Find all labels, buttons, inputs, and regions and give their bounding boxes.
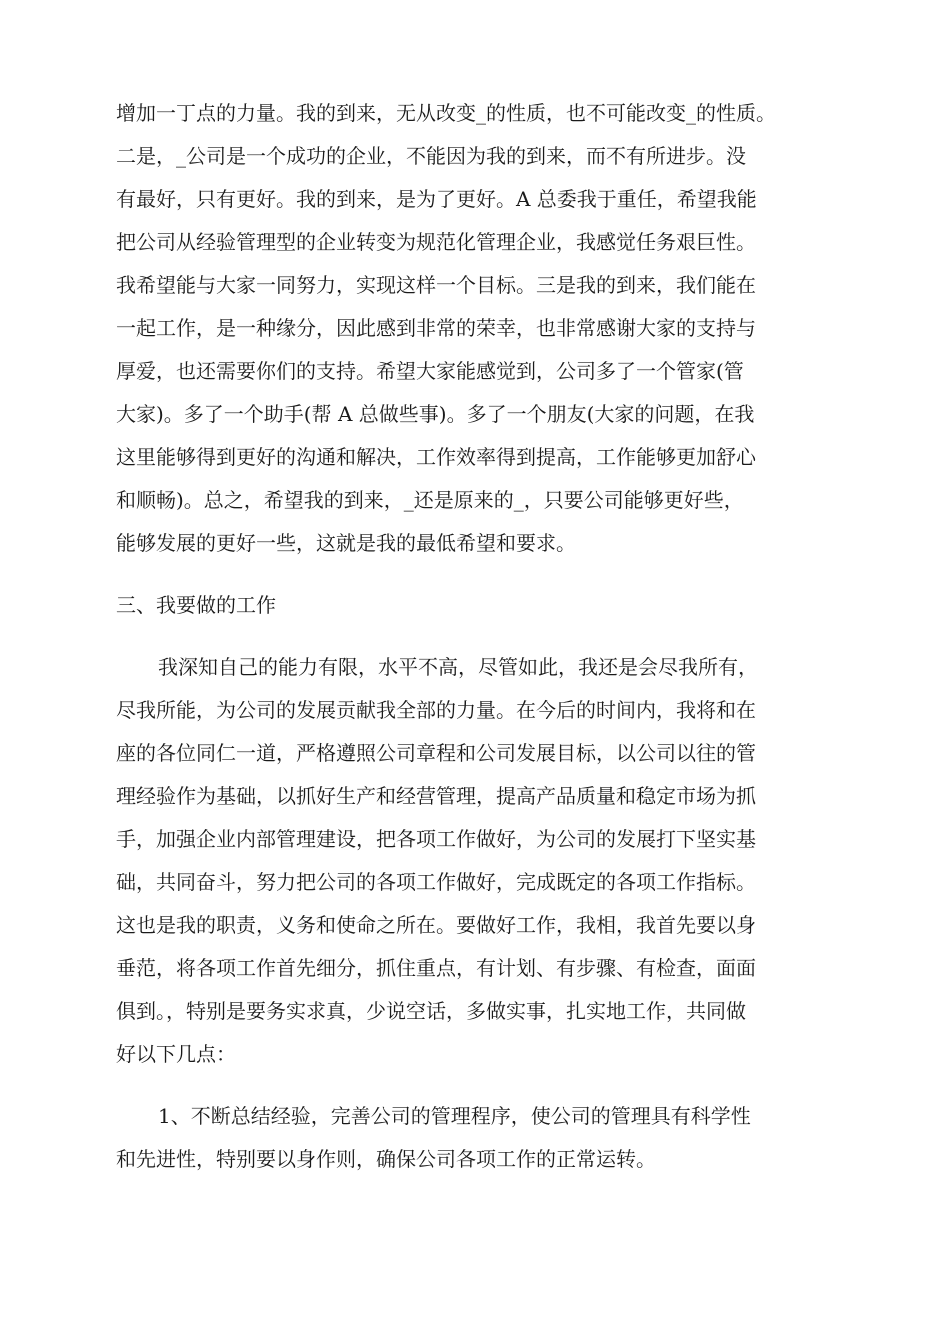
- text-line-16: 手，加强企业内部管理建设，把各项工作做好，为公司的发展打下坚实基: [116, 827, 756, 851]
- text-line-7: 厚爱，也还需要你们的支持。希望大家能感觉到，公司多了一个管家(管: [116, 359, 744, 383]
- text-line-5: 我希望能与大家一同努力，实现这样一个目标。三是我的到来，我们能在: [116, 273, 756, 297]
- text-line-20: 俱到。，特别是要务实求真，少说空话，多做实事，扎实地工作，共同做: [116, 999, 746, 1023]
- text-line-18: 这也是我的职责，义务和使命之所在。要做好工作，我相，我首先要以身: [116, 913, 756, 937]
- text-line-12: 我深知自己的能力有限，水平不高，尽管如此，我还是会尽我所有，: [158, 655, 758, 679]
- text-line-3: 有最好，只有更好。我的到来，是为了更好。A 总委我于重任，希望我能: [116, 187, 757, 211]
- text-line-6: 一起工作，是一种缘分，因此感到非常的荣幸，也非常感谢大家的支持与: [116, 316, 756, 340]
- text-line-19: 垂范，将各项工作首先细分，抓住重点，有计划、有步骤、有检查，面面: [116, 956, 756, 980]
- text-line-1: 增加一丁点的力量。我的到来，无从改变_的性质，也不可能改变_的性质。: [116, 101, 776, 125]
- text-line-21: 好以下几点：: [116, 1042, 236, 1066]
- text-line-13: 尽我所能，为公司的发展贡献我全部的力量。在今后的时间内，我将和在: [116, 698, 756, 722]
- text-line-15: 理经验作为基础，以抓好生产和经营管理，提高产品质量和稳定市场为抓: [116, 784, 756, 808]
- text-line-17: 础，共同奋斗，努力把公司的各项工作做好，完成既定的各项工作指标。: [116, 870, 756, 894]
- text-line-10: 和顺畅)。总之，希望我的到来，_还是原来的_，只要公司能够更好些，: [116, 488, 744, 512]
- text-line-22: 1、不断总结经验，完善公司的管理程序，使公司的管理具有科学性: [158, 1104, 751, 1128]
- section-heading: 三、我要做的工作: [116, 593, 276, 617]
- text-line-8: 大家)。多了一个助手(帮 A 总做些事)。多了一个朋友(大家的问题，在我: [116, 402, 755, 426]
- text-line-14: 座的各位同仁一道，严格遵照公司章程和公司发展目标，以公司以往的管: [116, 741, 756, 765]
- text-line-2: 二是，_公司是一个成功的企业，不能因为我的到来，而不有所进步。没: [116, 144, 746, 168]
- text-line-9: 这里能够得到更好的沟通和解决，工作效率得到提高，工作能够更加舒心: [116, 445, 756, 469]
- text-line-4: 把公司从经验管理型的企业转变为规范化管理企业，我感觉任务艰巨性。: [116, 230, 756, 254]
- text-line-11: 能够发展的更好一些，这就是我的最低希望和要求。: [116, 531, 576, 555]
- text-line-23: 和先进性，特别要以身作则，确保公司各项工作的正常运转。: [116, 1147, 656, 1171]
